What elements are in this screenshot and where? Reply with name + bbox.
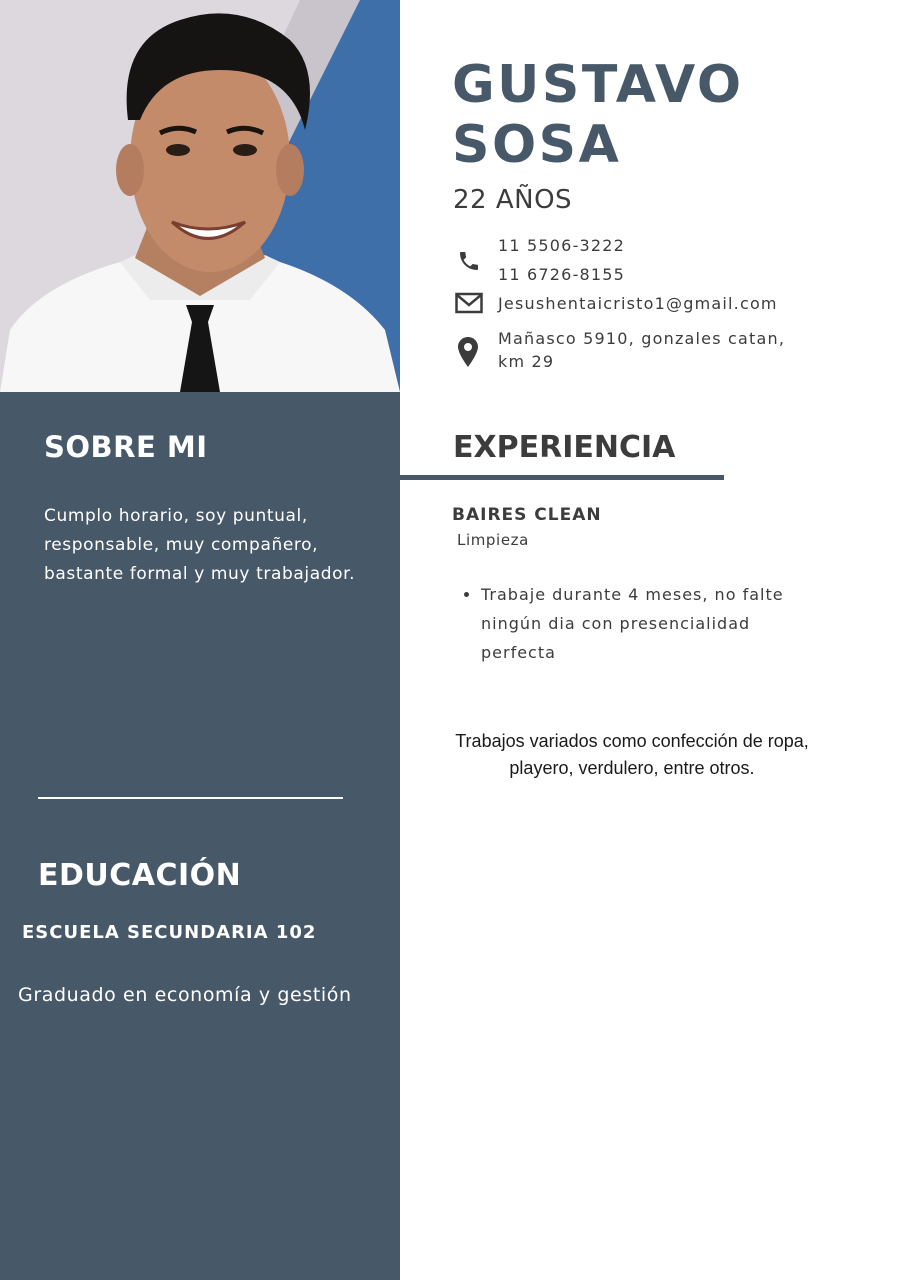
experience-heading: EXPERIENCIA [453,430,676,465]
experience-company: BAIRES CLEAN [452,505,602,525]
education-description: Graduado en economía y gestión [18,984,352,1006]
home-address: Mañasco 5910, gonzales catan, km 29 [498,329,786,371]
location-pin-icon [457,336,479,368]
education-school: ESCUELA SECUNDARIA 102 [22,922,317,943]
candidate-age: 22 AÑOS [453,185,573,215]
phone-number-2: 11 6726-8155 [498,265,626,284]
sidebar [0,392,400,1280]
about-heading: SOBRE MI [44,430,208,464]
phone-icon [457,249,481,273]
first-name: GUSTAVO [452,55,744,115]
experience-role: Limpieza [457,531,529,549]
profile-photo [0,0,400,392]
education-heading: EDUCACIÓN [38,858,242,893]
candidate-name [452,55,744,175]
phone-number-1: 11 5506-3222 [498,236,626,255]
about-text: Cumplo horario, soy puntual, responsable, muy compañero, bastante formal y muy trabajador. [44,506,356,584]
sidebar-divider [38,797,343,799]
experience-bullets [462,580,821,667]
experience-underline [400,475,724,480]
experience-bullet: • Trabaje durante 4 meses, no falte ningún dia con presencialidad perfecta [481,580,821,667]
mail-icon [455,292,483,314]
last-name: SOSA [452,115,622,175]
email-address: Jesushentaicristo1@gmail.com [498,294,778,313]
other-jobs-text: Trabajos variados como confección de ropa, playero, verdulero, entre otros. [455,731,809,778]
